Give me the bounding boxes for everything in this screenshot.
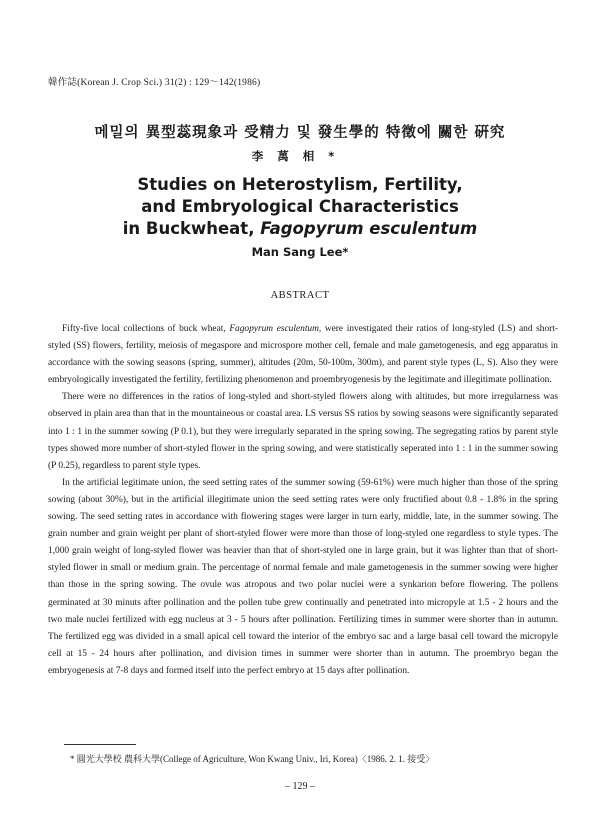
english-author: Man Sang Lee* (251, 245, 349, 259)
abstract-paragraph-2: There were no differences in the ratios of long-styled and short-styled flowers along with altitudes, but more irregularness was observed in plain area than that in the mountaineous or coastal area. LS versus SS ratios by sowing seasons were significantly separated into 1 : 1 in the summer sowing (P 0.1), but they were irregularly separated in the spring sowing. The segregating ratios by parent style types showed more number of short-styled flower in the spring sowing, and were statistically seperated into 1 : 1 in the summer sowing (P 0.25), regardless to parent style types. (48, 392, 558, 471)
abstract-p1-rest: were investigated their ratios of long-styled (LS) and short-styled (SS) flowers, fertility, meiosis of megaspore and microspore mother cell, female and male gametogenesis, and egg apparatus in accordance with the sowing seasons (spring, summer), altitudes (20m, 50-100m, 300m), and parent style types (L, S). Also they were embryologically investigated the fertility, fertilizing phenomenon and proembryogenesis by the legitimate and illegitimate pollination. (48, 324, 559, 386)
affiliation-footnote: * 圓光大學校 農科大學(College of Agriculture, Won Kwang Univ., Iri, Korea)〈1986. 2. 1. 接受〉 (70, 754, 435, 764)
abstract-paragraph-3: In the artificial legitimate union, the seed setting rates of the summer sowing (59-61%) were much higher than those of the spring sowing (about 30%), but in the artificial illegitimate union the seed setting rates were only fructified about 0.8 - 1.8% in the spring sowing. The seed setting rates in accordance with flowering stages were larger in turn early, middle, late, in the summer sowing. The grain number and grain weight per plant of short-styled flower were more than those of long-styled one regardless to style types. The 1,000 grain weight of long-styled flower was heavier than that of short-styled one in large grain, but it was lighter than that of short-styled flower in small or medium grain. The percentage of normal female and male gametogenesis in the summer sowing were higher than those in the spring sowing. The ovule was atropous and two polar nuclei were a synkarion before flowering. The pollens germinated at 30 minuts after pollination and the pollen tube grew continually and penetrated into micropyle at 1.5 - 2 hours and the two male nuclei fertilized with egg nucleus at 3 - 5 hours after pollination. Fertilizing times in summer were shorter than in autumn. The fertilized egg was divided in a small apical cell toward the interior of the embryo sac and a large basal cell toward the micropyle cell at 15 - 24 hours after pollination, and division times in summer were shorter than in autumn. The proembryo began the embryogenesis at 7-8 days and formed itself into the perfect embryo at 15 days after pollination. (48, 477, 558, 676)
english-title-line-1: Studies on Heterostylism, Fertility, (137, 175, 463, 194)
abstract-body (48, 321, 558, 680)
page-number: – 129 – (285, 781, 315, 792)
footnote-divider (64, 744, 136, 745)
english-title-line-2: and Embryological Characteristics (141, 197, 459, 216)
korean-author: 李萬相* (251, 149, 349, 163)
abstract-p1-start: Fifty-five local collections of buck wheat, (62, 324, 226, 334)
species-name: Fagopyrum esculentum (260, 219, 478, 238)
abstract-heading: ABSTRACT (270, 290, 330, 301)
abstract-p1-species: Fagopyrum esculentum, (229, 324, 322, 334)
english-title (0, 174, 600, 240)
english-title-line-3 (0, 218, 600, 240)
abstract-paragraph-1 (48, 321, 558, 389)
journal-citation: 韓作誌(Korean J. Crop Sci.) 31(2) : 129～142(1986) (48, 78, 261, 88)
korean-title: 메밀의 異型蕊現象과 受精力 및 發生學的 特徵에 關한 硏究 (94, 125, 506, 141)
english-title-prefix: in Buckwheat, (122, 219, 255, 238)
